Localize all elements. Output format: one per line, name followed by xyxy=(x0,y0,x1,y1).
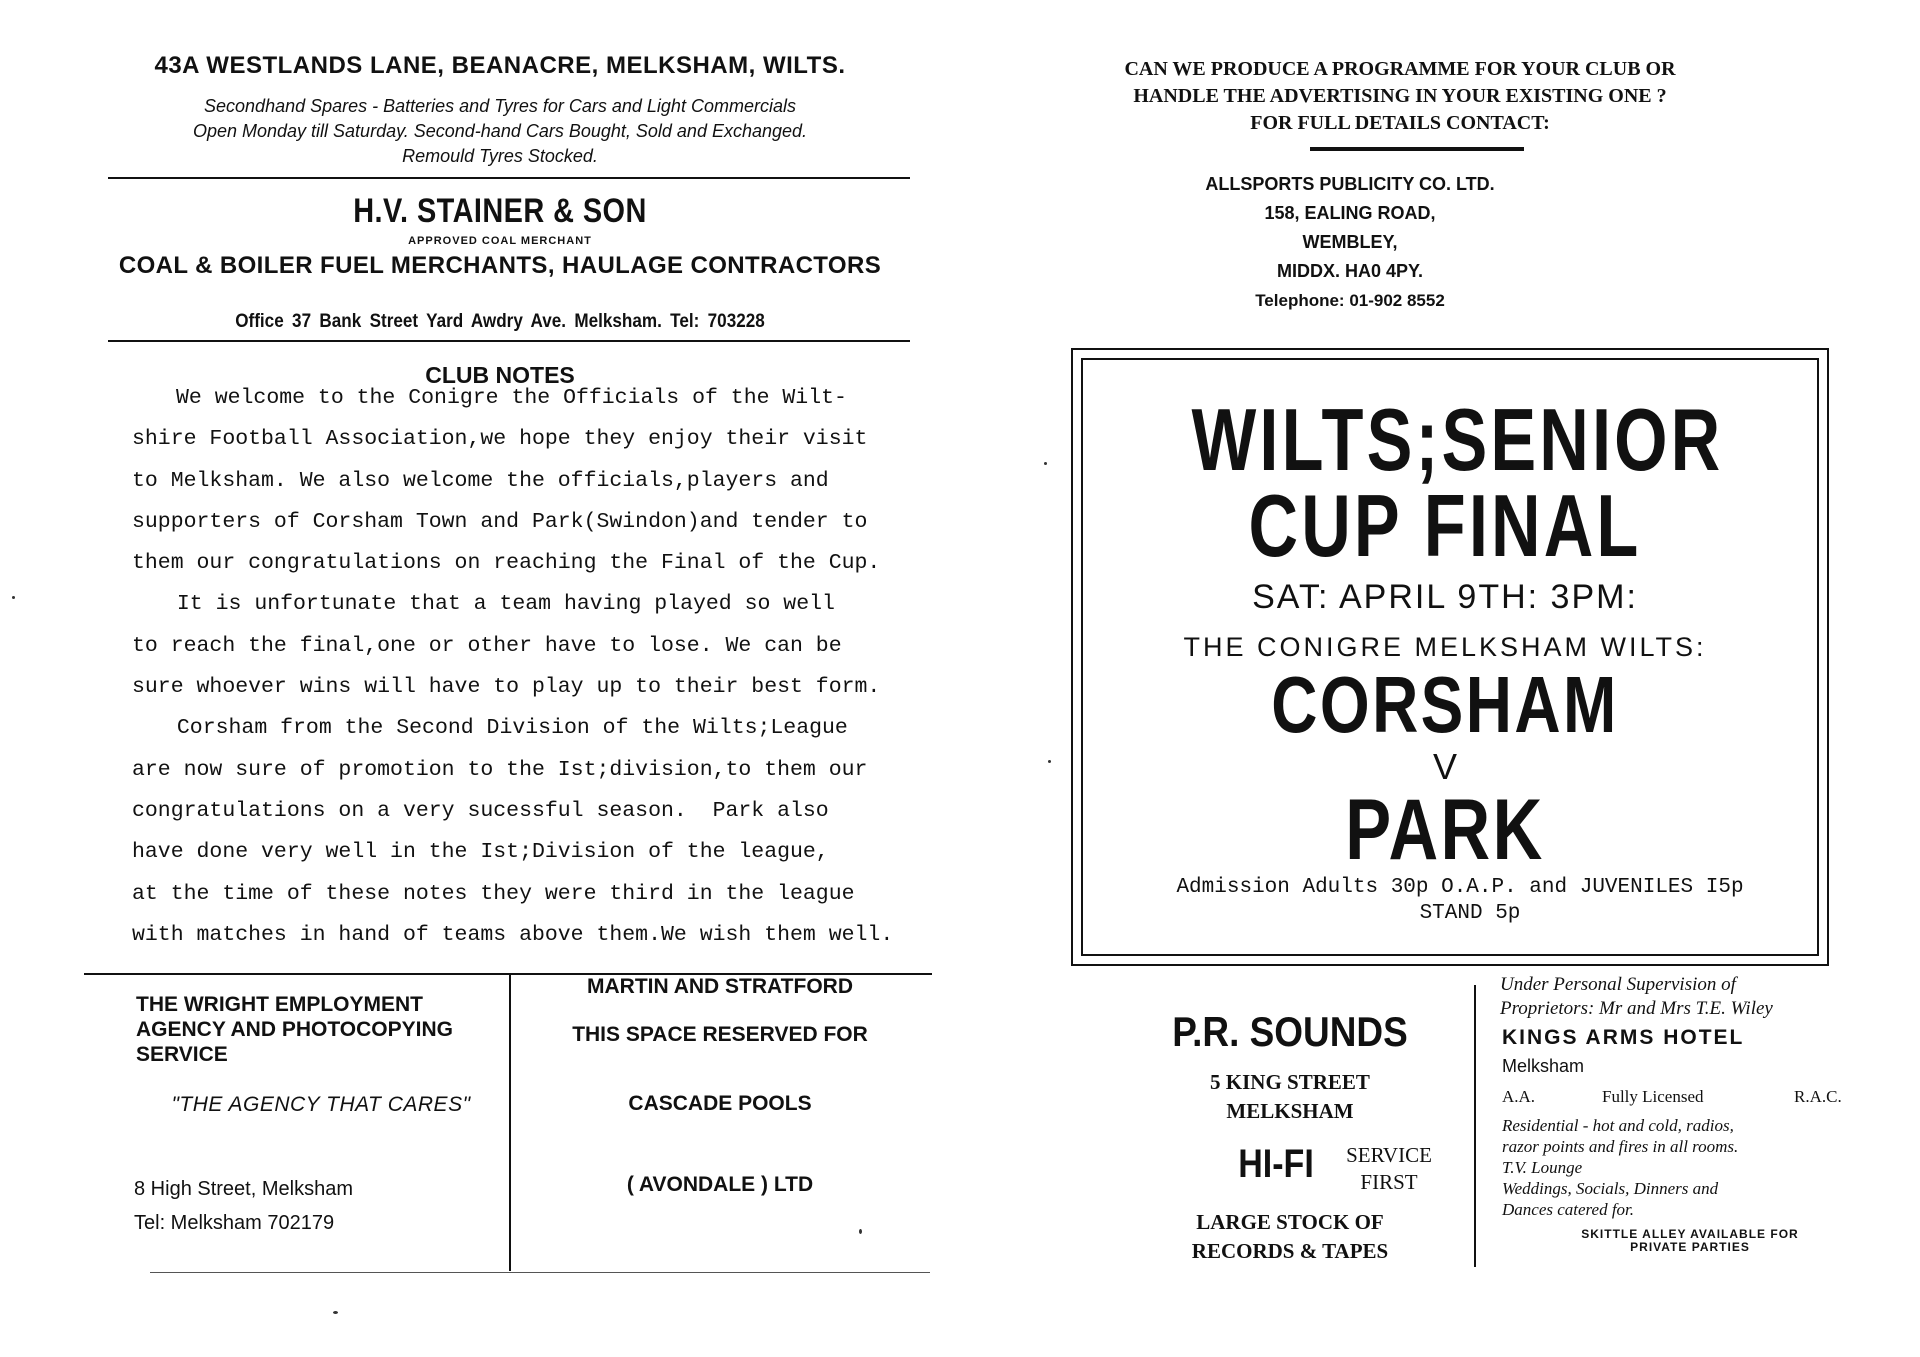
cup-team-home: CORSHAM xyxy=(1271,660,1619,749)
club-notes-line: with matches in hand of teams above them.We wish them well. xyxy=(132,922,894,947)
kings-residential xyxy=(1502,1115,1862,1220)
pr-hifi: HI-FI xyxy=(1238,1142,1314,1186)
pr-service xyxy=(1334,1142,1444,1196)
programme-offer xyxy=(1100,56,1700,137)
wright-name-line: THE WRIGHT EMPLOYMENT xyxy=(136,993,423,1016)
wright-tagline: "THE AGENCY THAT CARES" xyxy=(171,1093,471,1116)
divider xyxy=(108,177,910,179)
wright-name-line: SERVICE xyxy=(136,1043,228,1066)
wright-name-line: AGENCY AND PHOTOCOPYING xyxy=(136,1018,453,1041)
club-notes-line: have done very well in the Ist;Division of the league, xyxy=(132,840,829,865)
spares-line: Secondhand Spares - Batteries and Tyres for Cars and Light Commercials xyxy=(204,96,796,116)
spares-line: Remould Tyres Stocked. xyxy=(402,146,598,166)
avondale-ltd: ( AVONDALE ) LTD xyxy=(626,1173,814,1196)
divider xyxy=(509,973,511,1271)
club-notes-line: shire Football Association,we hope they enjoy their visit xyxy=(132,427,868,452)
print-speck xyxy=(1048,760,1051,763)
allsports-line: Telephone: 01-902 8552 xyxy=(1255,291,1445,310)
club-notes-line: congratulations on a very sucessful season. Park also xyxy=(132,798,829,823)
wright-tel: Tel: Melksham 702179 xyxy=(134,1212,335,1234)
kings-alley-line: PRIVATE PARTIES xyxy=(1630,1240,1750,1254)
cup-stand-price: STAND 5p xyxy=(1419,902,1521,925)
allsports-line: MIDDX. HA0 4PY. xyxy=(1276,261,1424,281)
club-notes-line: Corsham from the Second Division of the Wilts;League xyxy=(164,716,848,741)
reserved-space-text: THIS SPACE RESERVED FOR xyxy=(572,1023,868,1046)
cup-date: SAT: APRIL 9TH: 3PM: xyxy=(1252,578,1638,616)
divider xyxy=(1474,985,1476,1267)
stainer-subtitle: APPROVED COAL MERCHANT xyxy=(408,235,592,247)
kings-alley-line: SKITTLE ALLEY AVAILABLE FOR xyxy=(1581,1227,1799,1241)
kings-res-line: Dances catered for. xyxy=(1502,1200,1635,1219)
right-page xyxy=(960,0,1920,1357)
cup-venue: THE CONIGRE MELKSHAM WILTS: xyxy=(1183,632,1707,662)
kings-supervision-line: Under Personal Supervision of xyxy=(1500,974,1736,995)
club-notes-line: them our congratulations on reaching the Final of the Cup. xyxy=(132,551,881,576)
club-notes-line: We welcome to the Conigre the Officials of the Wilt- xyxy=(176,386,847,410)
pr-sounds-name: P.R. SOUNDS xyxy=(1172,1008,1408,1055)
spares-advert xyxy=(110,94,890,169)
programme-line: HANDLE THE ADVERTISING IN YOUR EXISTING ONE ? xyxy=(1133,85,1667,107)
stainer-name: H.V. STAINER & SON xyxy=(353,192,647,230)
divider xyxy=(1310,147,1524,151)
martin-stratford-name: MARTIN AND STRATFORD xyxy=(587,975,853,998)
club-notes-line: are now sure of promotion to the Ist;division,to them our xyxy=(132,757,868,782)
print-speck xyxy=(1044,462,1047,465)
wright-agency-name xyxy=(136,992,506,1067)
pr-service-line: FIRST xyxy=(1360,1170,1418,1194)
pr-address-line: MELKSHAM xyxy=(1226,1099,1354,1123)
print-speck xyxy=(12,596,15,599)
stainer-office: Office 37 Bank Street Yard Awdry Ave. Melksham. Tel: 703228 xyxy=(235,311,765,332)
divider xyxy=(108,340,910,342)
stainer-services: COAL & BOILER FUEL MERCHANTS, HAULAGE CONTRACTORS xyxy=(118,252,882,279)
kings-supervision xyxy=(1500,973,1860,1021)
kings-res-line: T.V. Lounge xyxy=(1502,1158,1583,1177)
divider xyxy=(150,1272,930,1273)
pr-stock-line: RECORDS & TAPES xyxy=(1191,1239,1389,1263)
allsports-line: 158, EALING ROAD, xyxy=(1264,203,1436,223)
allsports-line: ALLSPORTS PUBLICITY CO. LTD. xyxy=(1205,174,1495,194)
pr-stock-line: LARGE STOCK OF xyxy=(1196,1210,1384,1234)
print-speck xyxy=(333,1311,338,1314)
allsports-contact xyxy=(1160,170,1540,315)
club-notes-line: to Melksham. We also welcome the officials,players and xyxy=(132,468,829,493)
club-notes-line: supporters of Corsham Town and Park(Swindon)and tender to xyxy=(132,509,868,534)
pr-stock xyxy=(1130,1208,1450,1266)
kings-supervision-line: Proprietors: Mr and Mrs T.E. Wiley xyxy=(1500,998,1773,1019)
kings-arms-town: Melksham xyxy=(1502,1056,1585,1076)
cup-title-line2: CUP FINAL xyxy=(1248,476,1642,575)
club-notes-body xyxy=(132,378,970,956)
allsports-line: WEMBLEY, xyxy=(1302,232,1398,252)
cup-admission: Admission Adults 30p O.A.P. and JUVENILES I5p xyxy=(1176,876,1744,899)
wright-address: 8 High Street, Melksham xyxy=(134,1178,353,1200)
wright-contact xyxy=(134,1172,504,1240)
pr-sounds-address xyxy=(1140,1068,1440,1126)
kings-aa: A.A. xyxy=(1502,1087,1536,1106)
cup-team-away: PARK xyxy=(1345,782,1545,878)
cup-title-line1: WILTS;SENIOR xyxy=(1191,390,1724,489)
pr-service-line: SERVICE xyxy=(1346,1143,1432,1167)
kings-licensed: Fully Licensed xyxy=(1602,1087,1704,1106)
print-speck xyxy=(859,1229,862,1234)
club-notes-line: It is unfortunate that a team having played so well xyxy=(164,592,835,617)
kings-skittle-alley xyxy=(1520,1228,1860,1254)
cup-versus: V xyxy=(1432,746,1457,787)
cascade-pools: CASCADE POOLS xyxy=(628,1092,812,1115)
kings-arms-name: KINGS ARMS HOTEL xyxy=(1502,1026,1745,1049)
kings-res-line: Residential - hot and cold, radios, xyxy=(1502,1116,1734,1135)
club-notes-line: sure whoever wins will have to play up to their best form. xyxy=(132,675,881,700)
programme-line: FOR FULL DETAILS CONTACT: xyxy=(1250,112,1550,134)
kings-res-line: Weddings, Socials, Dinners and xyxy=(1502,1179,1719,1198)
kings-rac: R.A.C. xyxy=(1794,1087,1842,1106)
kings-res-line: razor points and fires in all rooms. xyxy=(1502,1137,1739,1156)
club-notes-line: to reach the final,one or other have to lose. We can be xyxy=(132,633,842,658)
westlands-address: 43A WESTLANDS LANE, BEANACRE, MELKSHAM, WILTS. xyxy=(154,52,846,79)
pr-address-line: 5 KING STREET xyxy=(1210,1070,1370,1094)
spares-line: Open Monday till Saturday. Second-hand Cars Bought, Sold and Exchanged. xyxy=(192,121,808,141)
programme-line: CAN WE PRODUCE A PROGRAMME FOR YOUR CLUB OR xyxy=(1124,58,1676,80)
club-notes-title: CLUB NOTES xyxy=(425,362,575,388)
club-notes-line: at the time of these notes they were third in the league xyxy=(132,881,855,906)
